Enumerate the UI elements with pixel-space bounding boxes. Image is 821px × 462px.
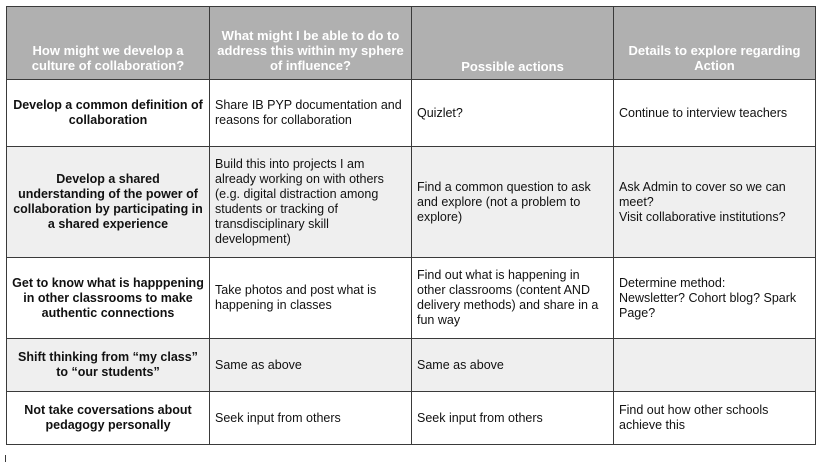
influence-cell: Same as above: [210, 339, 412, 392]
details-cell: Find out how other schools achieve this: [614, 392, 816, 445]
influence-cell: Take photos and post what is happening in classes: [210, 258, 412, 339]
influence-cell: Seek input from others: [210, 392, 412, 445]
table-row: [7, 258, 816, 339]
details-cell: Determine method: Newsletter? Cohort blog? Spark Page?: [614, 258, 816, 339]
question-cell: Not take coversations about pedagogy personally: [7, 392, 210, 445]
collaboration-planning-table: [6, 6, 816, 445]
header-question: How might we develop a culture of collaboration?: [7, 7, 210, 80]
action-cell: Quizlet?: [412, 80, 614, 147]
question-cell: Shift thinking from “my class” to “our students”: [7, 339, 210, 392]
table-row: [7, 80, 816, 147]
table-row: [7, 392, 816, 445]
header-sphere-of-influence: What might I be able to do to address this within my sphere of influence?: [210, 7, 412, 80]
table-row: [7, 339, 816, 392]
question-cell: Develop a common definition of collaboration: [7, 80, 210, 147]
question-cell: Get to know what is happpening in other classrooms to make authentic connections: [7, 258, 210, 339]
question-cell: Develop a shared understanding of the power of collaboration by participating in a shared experience: [7, 147, 210, 258]
action-cell: Seek input from others: [412, 392, 614, 445]
action-cell: Same as above: [412, 339, 614, 392]
header-possible-actions: Possible actions: [412, 7, 614, 80]
table-row: [7, 147, 816, 258]
details-cell: Ask Admin to cover so we can meet? Visit collaborative institutions?: [614, 147, 816, 258]
details-cell: [614, 339, 816, 392]
header-row: [7, 7, 816, 80]
page-edge-mark: [5, 455, 6, 462]
action-cell: Find a common question to ask and explore (not a problem to explore): [412, 147, 614, 258]
details-cell: Continue to interview teachers: [614, 80, 816, 147]
influence-cell: Share IB PYP documentation and reasons for collaboration: [210, 80, 412, 147]
action-cell: Find out what is happening in other classrooms (content AND delivery methods) and share in a fun way: [412, 258, 614, 339]
influence-cell: Build this into projects I am already working on with others (e.g. digital distraction among students or tracking of transdisciplinary skill development): [210, 147, 412, 258]
header-details: Details to explore regarding Action: [614, 7, 816, 80]
